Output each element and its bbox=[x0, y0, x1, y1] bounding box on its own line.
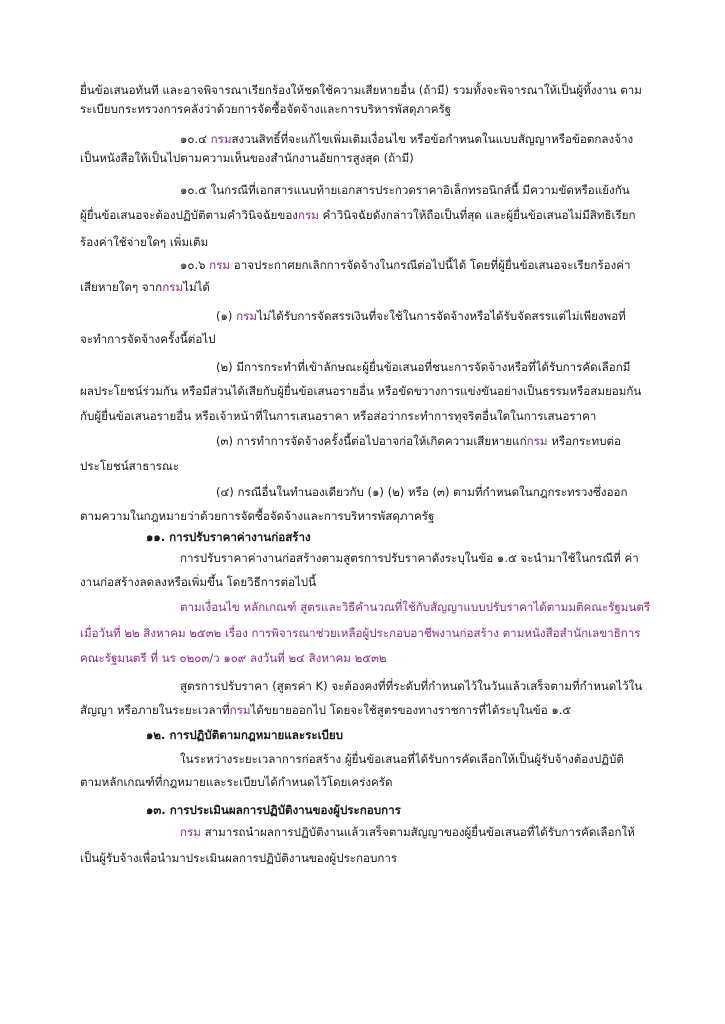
text-line: ระเบียบกระทรวงการคลังว่าด้วยการจัดซื้อจัดจ้างและการบริหารพัสดุภาครัฐ bbox=[80, 102, 452, 116]
section-heading-11: ๑๑. การปรับราคาค่างานก่อสร้าง bbox=[146, 530, 311, 544]
text-line: เป็นหนังสือให้เป็นไปตามความเห็นของสำนักงานอัยการสูงสุด (ถ้ามี) bbox=[80, 151, 414, 165]
text-line: ตามหลักเกณฑ์ที่กฎหมายและระเบียบได้กำหนดไว้โดยเคร่งครัด bbox=[80, 775, 393, 789]
text-line: (๓) การทำการจัดจ้างครั้งนี้ต่อไปอาจก่อให้เกิดความเสียหายแก่กรม หรือกระทบต่อ bbox=[216, 434, 622, 448]
text-line: เป็นผู้รับจ้างเพื่อนำมาประเมินผลการปฏิบัติงานของผู้ประกอบการ bbox=[80, 851, 398, 865]
text-line: เมื่อวันที่ ๒๒ สิงหาคม ๒๕๓๒ เรื่อง การพิจารณาช่วยเหลือผู้ประกอบอาชีพงานก่อสร้าง ตามหนังสือสำนักเลขาธิการ bbox=[80, 626, 641, 640]
text-line: งานก่อสร้างลดลงหรือเพิ่มขึ้น โดยวิธีการต่อไปนี้ bbox=[80, 575, 317, 589]
text-line: ตามเงื่อนไข หลักเกณฑ์ สูตรและวิธีคำนวณที่ใช้กับสัญญาแบบปรับราคาได้ตามมติคณะรัฐมนตรี bbox=[180, 600, 651, 614]
text-line: สัญญา หรือภายในระยะเวลาที่กรมได้ขยายออกไป โดยจะใช้สูตรของทางราชการที่ได้ระบุในข้อ ๑.๕ bbox=[80, 703, 572, 717]
text-line: ๑๐.๔ กรมสงวนสิทธิ์ที่จะแก้ไขเพิ่มเติมเงื่อนไข หรือข้อกำหนดในแบบสัญญาหรือข้อตกลงจ้าง bbox=[180, 132, 634, 146]
text-line: กรม สามารถนำผลการปฏิบัติงานแล้วเสร็จตามสัญญาของผู้ยื่นข้อเสนอที่ได้รับการคัดเลือกให้ bbox=[180, 825, 635, 839]
text-line: จะทำการจัดจ้างครั้งนี้ต่อไป bbox=[80, 332, 216, 346]
text-line: กับผู้ยื่นข้อเสนอรายอื่น หรือเจ้าหน้าที่ในการเสนอราคา หรือส่อว่ากระทำการทุจริตอื่นใดในการเสนอราคา bbox=[80, 409, 597, 423]
text-line: ร้องค่าใช้จ่ายใดๆ เพิ่มเติม bbox=[80, 235, 209, 249]
text-line: ๑๐.๖ กรม อาจประกาศยกเลิกการจัดจ้างในกรณีต่อไปนี้ได้ โดยที่ผู้ยื่นข้อเสนอจะเรียกร้องค่า bbox=[180, 258, 631, 272]
text-line: ยื่นข้อเสนอทันที และอาจพิจารณาเรียกร้องให้ชดใช้ความเสียหายอื่น (ถ้ามี) รวมทั้งจะพิจารณาให้เป็นผู้ทิ้งงาน ตาม bbox=[80, 83, 642, 97]
text-line: (๔) กรณีอื่นในทำนองเดียวกับ (๑) (๒) หรือ (๓) ตามที่กำหนดในกฎกระทรวงซึ่งออก bbox=[216, 485, 628, 499]
section-heading-12: ๑๒. การปฏิบัติตามกฎหมายและระเบียบ bbox=[146, 728, 344, 742]
text-line: คณะรัฐมนตรี ที่ นร ๐๒๐๓/ว ๑๐๙ ลงวันที่ ๒๔ สิงหาคม ๒๕๓๒ bbox=[80, 651, 387, 665]
text-line: (๒) มีการกระทำที่เข้าลักษณะผู้ยื่นข้อเสนอที่ชนะการจัดจ้างหรือที่ได้รับการคัดเลือกมี bbox=[216, 360, 631, 374]
text-line: ผู้ยื่นข้อเสนอจะต้องปฏิบัติตามคำวินิจฉัยของกรม คำวินิจฉัยดังกล่าวให้ถือเป็นที่สุด และผู้ยื่นข้อเสนอไม่มีสิทธิเรียก bbox=[80, 208, 636, 222]
text-line: ผลประโยชน์ร่วมกัน หรือมีส่วนได้เสียกับผู้ยื่นข้อเสนอรายอื่น หรือขัดขวางการแข่งขันอย่างเป็นธรรมหรือสมยอมกัน bbox=[80, 384, 642, 398]
text-line: ในระหว่างระยะเวลาการก่อสร้าง ผู้ยื่นข้อเสนอที่ได้รับการคัดเลือกให้เป็นผู้รับจ้างต้องปฏิบัติ bbox=[180, 752, 624, 766]
text-line: สูตรการปรับราคา (สูตรค่า K) จะต้องคงที่ที่ระดับที่กำหนดไว้ในวันแล้วเสร็จตามที่กำหนดไว้ใน bbox=[180, 679, 643, 693]
text-line: ตามความในกฎหมายว่าด้วยการจัดซื้อจัดจ้างและการบริหารพัสดุภาครัฐ bbox=[80, 509, 435, 523]
text-line: ๑๐.๕ ในกรณีที่เอกสารแนบท้ายเอกสารประกวดราคาอิเล็กทรอนิกส์นี้ มีความขัดหรือแย้งกัน bbox=[180, 183, 630, 197]
text-line: ประโยชน์สาธารณะ bbox=[80, 459, 180, 473]
text-line: เสียหายใดๆ จากกรมไม่ได้ bbox=[80, 280, 210, 294]
text-line: (๑) กรมไม่ได้รับการจัดสรรเงินที่จะใช้ในการจัดจ้างหรือได้รับจัดสรรแต่ไม่เพียงพอที่ bbox=[216, 309, 626, 323]
section-heading-13: ๑๓. การประเมินผลการปฏิบัติงานของผู้ประกอบการ bbox=[146, 803, 401, 817]
text-line: การปรับราคาค่างานก่อสร้างตามสูตรการปรับราคาดังระบุในข้อ ๑.๕ จะนำมาใช้ในกรณีที่ ค่า bbox=[180, 551, 639, 565]
